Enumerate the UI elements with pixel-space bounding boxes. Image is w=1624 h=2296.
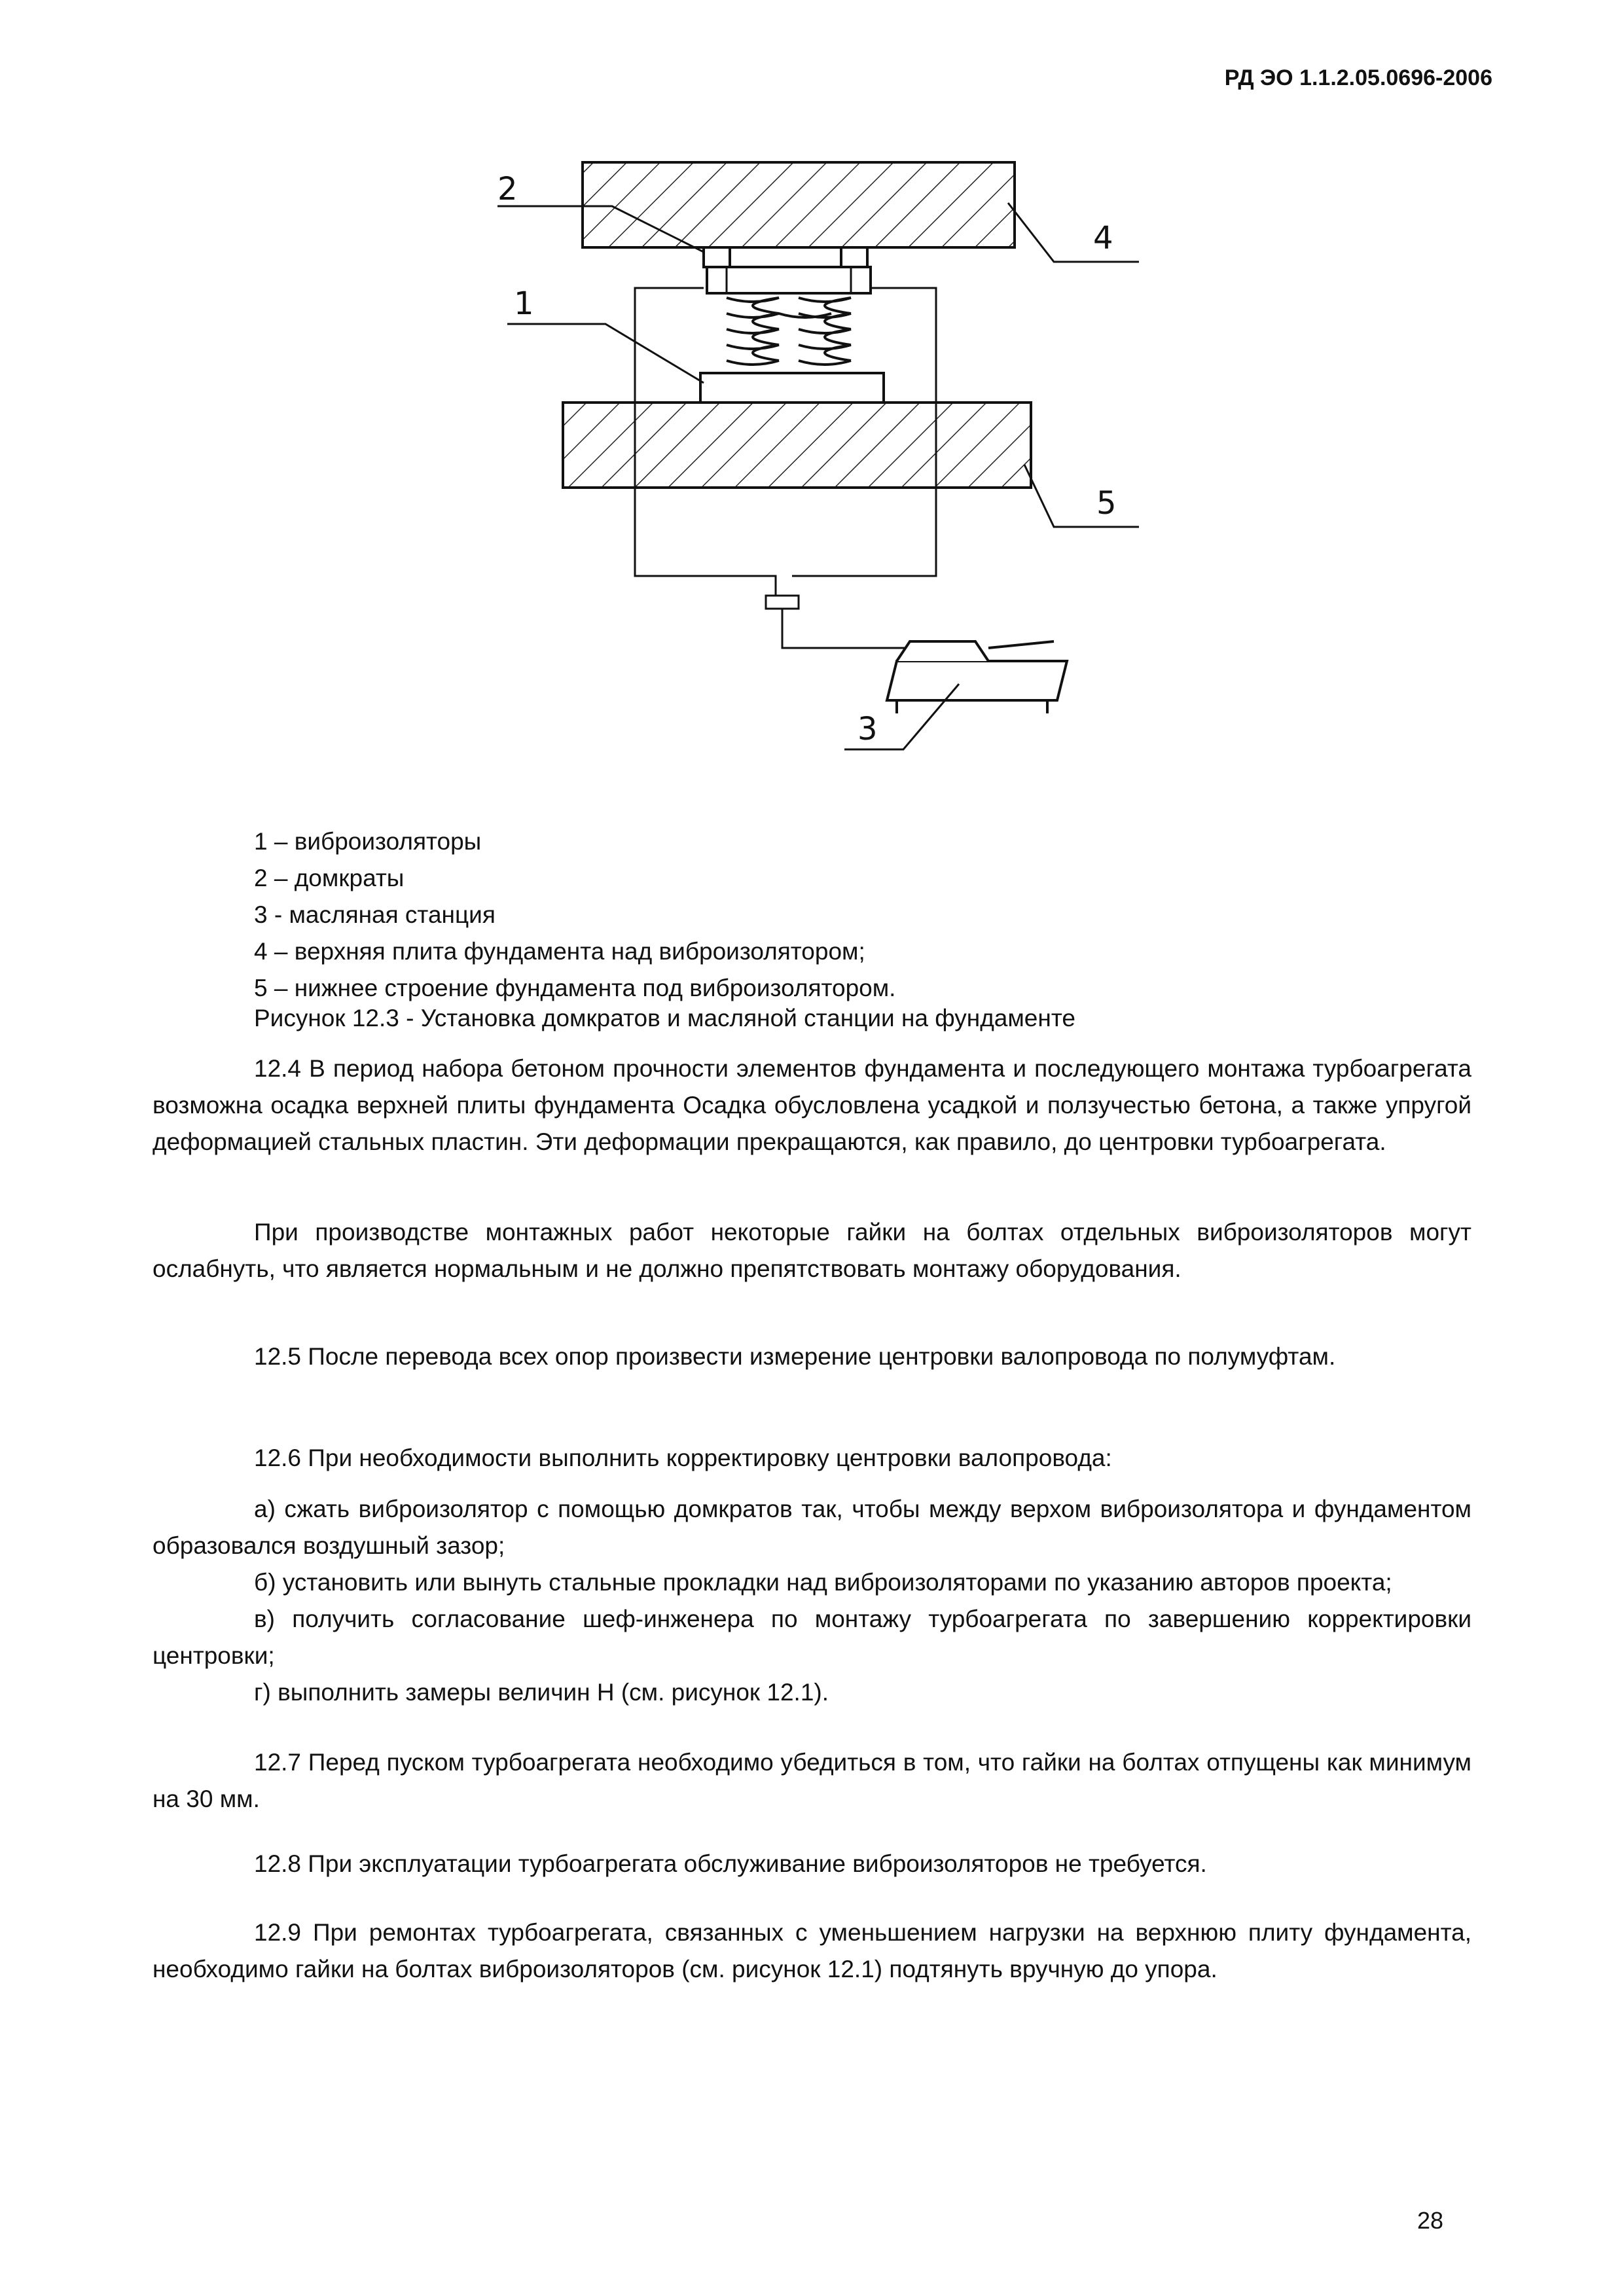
list-item: г) выполнить замеры величин Н (см. рисунок 12.1).: [254, 1679, 829, 1706]
label-1: 1: [514, 285, 534, 322]
figure-caption: Рисунок 12.3 - Установка домкратов и масляной станции на фундаменте: [254, 1005, 1075, 1031]
section-12-5: [153, 1338, 1471, 1375]
paragraph: 12.8 При эксплуатации турбоагрегата обслуживание виброизоляторов не требуется.: [254, 1850, 1207, 1877]
label-5: 5: [1096, 485, 1117, 522]
list-item: б) установить или вынуть стальные прокладки над виброизоляторами по указанию авторов проекта;: [254, 1569, 1392, 1596]
jack-installation-figure: [478, 144, 1172, 772]
paragraph: 12.5 После перевода всех опор произвести измерение центровки валопровода по полумуфтам.: [254, 1343, 1336, 1370]
section-12-4-continued: [153, 1214, 1471, 1287]
section-12-6-items: [153, 1491, 1471, 1711]
legend-item: 5 – нижнее строение фундамента под виброизолятором.: [254, 975, 896, 1001]
label-3: 3: [857, 711, 878, 747]
section-12-7: [153, 1744, 1471, 1818]
section-12-8: [153, 1846, 1471, 1882]
lower-foundation-structure: [563, 403, 1031, 488]
label-2: 2: [497, 171, 518, 207]
paragraph: При производстве монтажных работ некоторые гайки на болтах отдельных виброизоляторов могут ослабнуть, что является нормальным и не должно препятствовать монтажу оборудования.: [153, 1219, 1471, 1282]
section-12-4: [153, 1050, 1471, 1160]
legend-item: 1 – виброизоляторы: [254, 828, 482, 855]
section-12-9: [153, 1914, 1471, 1988]
document-code-header: РД ЭО 1.1.2.05.0696-2006: [1224, 65, 1492, 90]
paragraph: 12.4 В период набора бетоном прочности элементов фундамента и последующего монтажа турбоагрегата возможна осадка верхней плиты фундамента Осадка обусловлена усадкой и ползучестью бетона, а также упругой деформацией стальных пластин. Эти деформации прекращаются, как правило, до центровки турбоагрегата.: [153, 1055, 1471, 1155]
page-number: 28: [1417, 2207, 1444, 2234]
legend-item: 3 - масляная станция: [254, 901, 496, 928]
upper-foundation-slab: [583, 162, 1015, 247]
legend-item: 4 – верхняя плита фундамента над виброизолятором;: [254, 938, 865, 965]
paragraph: 12.6 При необходимости выполнить корректировку центровки валопровода:: [254, 1444, 1112, 1471]
oil-station: [887, 641, 1067, 713]
paragraph: 12.7 Перед пуском турбоагрегата необходимо убедиться в том, что гайки на болтах отпущены как минимум на 30 мм.: [153, 1749, 1471, 1812]
vibration-isolator-springs: [700, 298, 884, 403]
list-item: в) получить согласование шеф-инженера по монтажу турбоагрегата по завершению корректировки центровки;: [153, 1605, 1471, 1669]
label-4: 4: [1093, 220, 1113, 257]
legend-item: 2 – домкраты: [254, 865, 405, 891]
figure-legend: [254, 823, 895, 1007]
paragraph: 12.9 При ремонтах турбоагрегата, связанных с уменьшением нагрузки на верхнюю плиту фундамента, необходимо гайки на болтах виброизоляторов (см. рисунок 12.1) подтянуть вручную до упора.: [153, 1919, 1471, 1982]
section-12-6: [153, 1440, 1471, 1477]
list-item: а) сжать виброизолятор с помощью домкратов так, чтобы между верхом виброизолятора и фундаментом образовался воздушный зазор;: [153, 1496, 1471, 1559]
jacks: [704, 247, 871, 293]
